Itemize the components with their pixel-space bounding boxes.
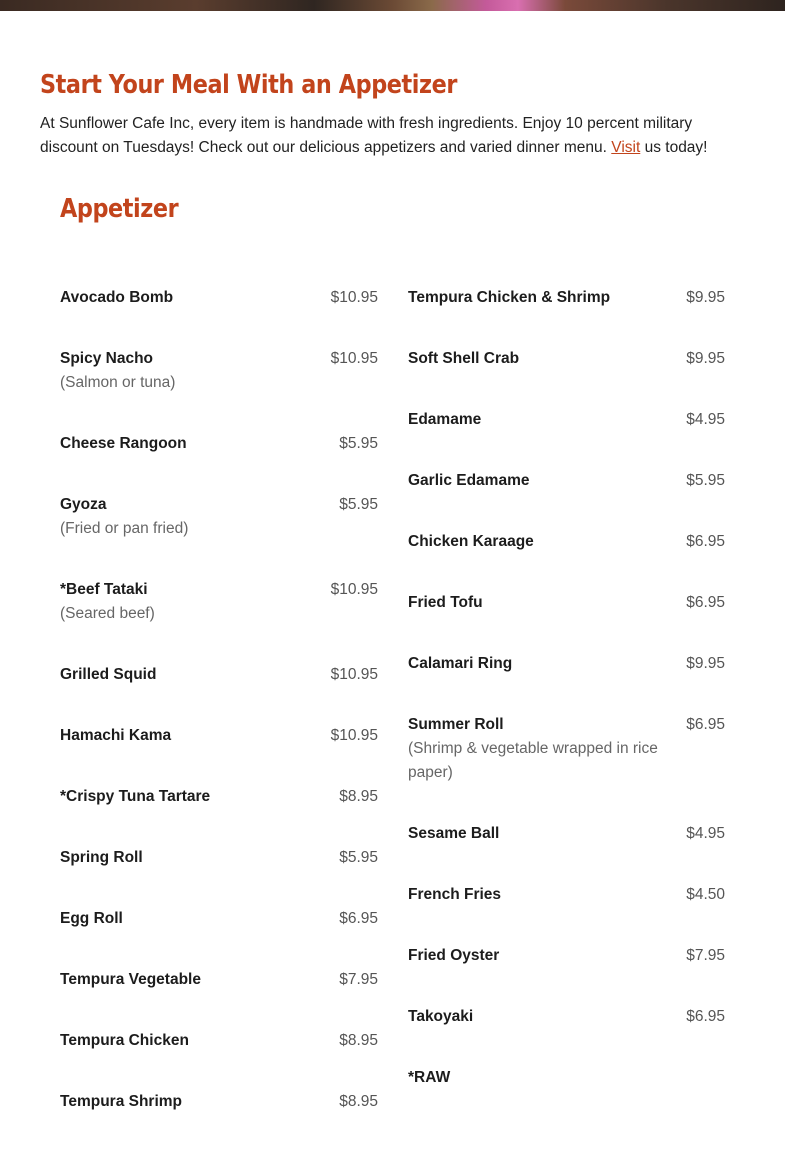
menu-item-name: Fried Oyster <box>408 947 500 964</box>
menu-item-description: (Seared beef) <box>60 605 155 622</box>
menu-item-name: Calamari Ring <box>408 655 513 672</box>
menu-item-name: Chicken Karaage <box>408 533 534 550</box>
intro-text-after: us today! <box>640 139 708 156</box>
menu-item-price: $8.95 <box>339 788 378 805</box>
menu-item-name: Tempura Chicken <box>60 1032 189 1049</box>
menu-item-row <box>60 663 378 687</box>
menu-item-price: $5.95 <box>339 496 378 513</box>
menu-item <box>60 578 378 626</box>
menu-item-name: Spring Roll <box>60 849 143 866</box>
menu-item <box>408 286 725 310</box>
menu-item-description: (Fried or pan fried) <box>60 520 189 537</box>
menu-item-price: $10.95 <box>330 666 378 683</box>
intro-paragraph <box>40 112 745 160</box>
menu-item-name: Tempura Vegetable <box>60 971 201 988</box>
menu-item <box>408 591 725 615</box>
menu-item-name: Edamame <box>408 411 482 428</box>
menu-item-price: $4.95 <box>686 411 725 428</box>
menu-item-price: $8.95 <box>339 1032 378 1049</box>
menu-item-row <box>60 785 378 809</box>
menu-item-name: Avocado Bomb <box>60 289 174 306</box>
menu-item-name: *RAW <box>408 1069 451 1086</box>
menu-item-row <box>60 347 378 371</box>
visit-link[interactable]: Visit <box>611 139 641 156</box>
menu-item-row <box>408 286 725 310</box>
menu-item-row <box>60 724 378 748</box>
menu-item-name: *Beef Tataki <box>60 581 148 598</box>
menu-item-price: $6.95 <box>686 594 725 611</box>
menu-item-name: Tempura Shrimp <box>60 1093 183 1110</box>
menu-item-price: $10.95 <box>330 350 378 367</box>
menu-item-row <box>60 968 378 992</box>
menu-item <box>408 822 725 846</box>
menu-item-name: Egg Roll <box>60 910 123 927</box>
menu-item-price: $7.95 <box>339 971 378 988</box>
menu-item-name: Gyoza <box>60 496 107 513</box>
menu-item <box>60 663 378 687</box>
menu-item <box>408 652 725 676</box>
menu-item-row <box>408 408 725 432</box>
menu-item <box>60 493 378 541</box>
menu-item-name: Soft Shell Crab <box>408 350 520 367</box>
menu-item <box>60 968 378 992</box>
menu-item-price: $7.95 <box>686 947 725 964</box>
menu-item-name: Sesame Ball <box>408 825 500 842</box>
menu-item-row <box>60 493 378 517</box>
menu-item-row <box>408 713 725 737</box>
menu-item-name: Grilled Squid <box>60 666 157 683</box>
intro-section <box>40 66 745 160</box>
menu-item <box>408 1005 725 1029</box>
menu-item-price: $10.95 <box>330 727 378 744</box>
menu-item-row <box>60 1029 378 1053</box>
menu-item <box>408 713 725 785</box>
menu-item-row <box>60 432 378 456</box>
menu-item <box>408 944 725 968</box>
menu-item-name: Garlic Edamame <box>408 472 530 489</box>
menu-item-price: $6.95 <box>686 716 725 733</box>
menu-item-row <box>60 907 378 931</box>
menu-item-price: $5.95 <box>339 849 378 866</box>
menu-item <box>60 1029 378 1053</box>
menu-item-row <box>408 1066 725 1090</box>
menu-item-price: $9.95 <box>686 350 725 367</box>
menu-item-price: $10.95 <box>330 289 378 306</box>
menu-item-description: (Shrimp & vegetable wrapped in rice paper) <box>408 740 658 781</box>
menu-column-left <box>60 286 378 1151</box>
hero-image-strip <box>0 0 785 11</box>
menu-item-name: Hamachi Kama <box>60 727 172 744</box>
menu-item-price: $6.95 <box>686 1008 725 1025</box>
menu-item-price: $4.50 <box>686 886 725 903</box>
menu-item <box>408 1066 725 1090</box>
menu-item <box>60 286 378 310</box>
menu-item <box>60 347 378 395</box>
menu-item-name: Spicy Nacho <box>60 350 154 367</box>
menu-item-row <box>60 578 378 602</box>
menu-item-name: Summer Roll <box>408 716 504 733</box>
menu-item-description: (Salmon or tuna) <box>60 374 176 391</box>
page-title: Start Your Meal With an Appetizer <box>40 70 457 100</box>
menu-item-row <box>408 469 725 493</box>
menu-item <box>60 1090 378 1114</box>
intro-text-before: At Sunflower Cafe Inc, every item is handmade with fresh ingredients. Enjoy 10 percent military discount on Tuesdays! Check out our delicious appetizers and varied dinner menu. <box>40 115 693 156</box>
menu-column-right <box>408 286 725 1127</box>
menu-item-name: *Crispy Tuna Tartare <box>60 788 211 805</box>
menu-item-name: Fried Tofu <box>408 594 483 611</box>
menu-item-row <box>408 822 725 846</box>
menu-item <box>408 883 725 907</box>
menu-item-row <box>408 1005 725 1029</box>
menu-item-row <box>408 347 725 371</box>
menu-item-row <box>408 591 725 615</box>
menu-item-row <box>408 652 725 676</box>
menu-item <box>408 530 725 554</box>
menu-item-name: Takoyaki <box>408 1008 474 1025</box>
menu-item-price: $4.95 <box>686 825 725 842</box>
menu-item-name: French Fries <box>408 886 502 903</box>
menu-item-row <box>60 846 378 870</box>
menu-item-price: $6.95 <box>339 910 378 927</box>
menu-item-price: $10.95 <box>330 581 378 598</box>
menu-item <box>408 408 725 432</box>
menu-item <box>60 724 378 748</box>
menu-item <box>60 432 378 456</box>
menu-item-price: $8.95 <box>339 1093 378 1110</box>
menu-item-row <box>408 530 725 554</box>
menu-item-row <box>408 883 725 907</box>
menu-item-row <box>408 944 725 968</box>
menu-item <box>60 907 378 931</box>
menu-item-row <box>60 286 378 310</box>
menu-item-price: $5.95 <box>686 472 725 489</box>
section-title-appetizer: Appetizer <box>60 194 179 224</box>
menu-item <box>408 347 725 371</box>
menu-item-price: $9.95 <box>686 289 725 306</box>
menu-item <box>408 469 725 493</box>
menu-item <box>60 846 378 870</box>
menu-item-price: $6.95 <box>686 533 725 550</box>
menu-item <box>60 785 378 809</box>
menu-item-name: Tempura Chicken & Shrimp <box>408 289 611 306</box>
menu-item-price: $5.95 <box>339 435 378 452</box>
menu-item-name: Cheese Rangoon <box>60 435 187 452</box>
menu-item-price: $9.95 <box>686 655 725 672</box>
menu-item-row <box>60 1090 378 1114</box>
